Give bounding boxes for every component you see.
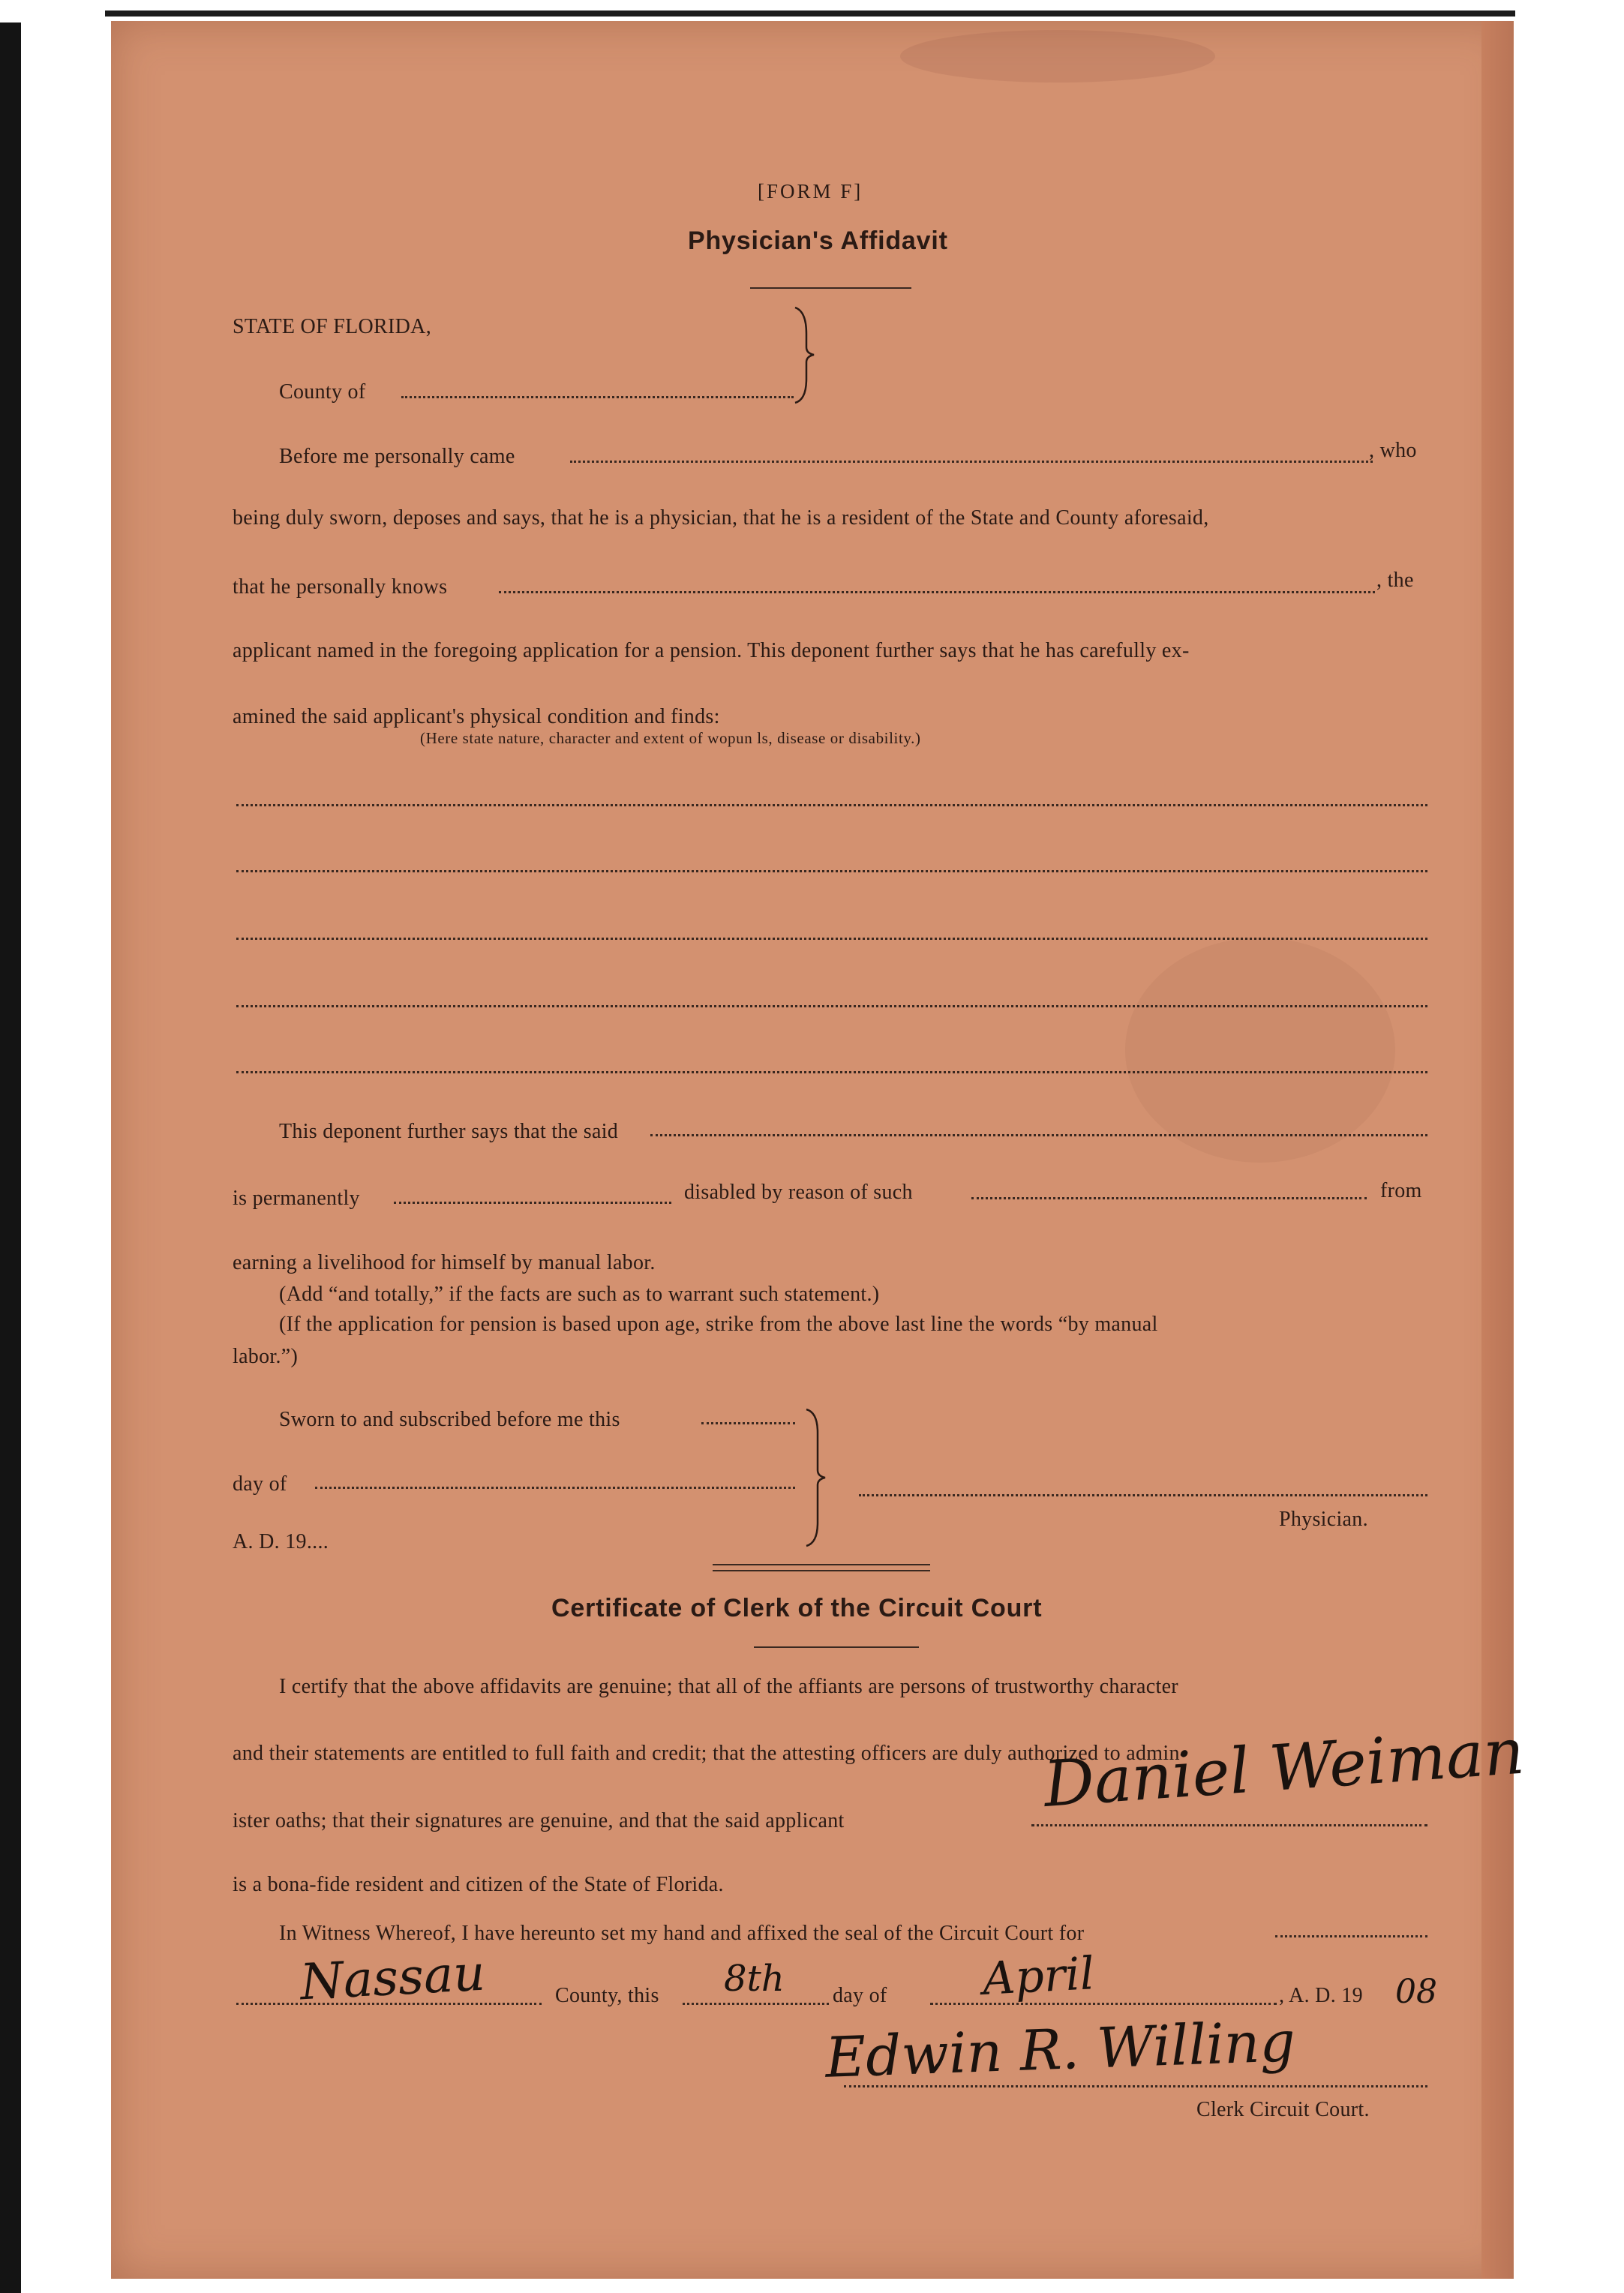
section-double-rule-bottom: [713, 1570, 930, 1571]
findings-line-3: [236, 938, 1427, 940]
scan-top-line: [105, 11, 1515, 17]
jurat-brace: [803, 1406, 833, 1549]
jurat-day-of-label: day of: [233, 1472, 287, 1496]
certificate-line-1: I certify that the above affidavits are genuine; that all of the affiants are persons of trustworthy character: [279, 1675, 1178, 1698]
sworn-to-label: Sworn to and subscribed before me this: [279, 1408, 620, 1431]
physician-label: Physician.: [1279, 1508, 1368, 1531]
form-title: Physician's Affidavit: [688, 227, 948, 255]
permanently-blank: [394, 1202, 671, 1204]
sworn-day-blank: [701, 1422, 795, 1424]
examined-line: amined the said applicant's physical condition and finds:: [233, 705, 720, 728]
earning-line: earning a livelihood for himself by manual labor.: [233, 1251, 656, 1274]
certificate-title-rule: [754, 1646, 919, 1648]
the-label: , the: [1376, 569, 1414, 592]
witness-ad-label: , A. D. 19: [1279, 1984, 1363, 2007]
further-says-blank: [650, 1134, 1427, 1136]
county-label: County of: [279, 380, 366, 404]
applicant-name-handwritten: Daniel Weiman: [1041, 1714, 1527, 1821]
disabled-by-label: disabled by reason of such: [684, 1181, 913, 1204]
findings-line-4: [236, 1005, 1427, 1007]
physician-signature-line: [859, 1494, 1427, 1496]
instruction-add-totally: (Add “and totally,” if the facts are such as to warrant such statement.): [279, 1283, 880, 1306]
county-this-label: County, this: [555, 1984, 659, 2007]
witness-county-handwritten: Nassau: [299, 1943, 487, 2012]
instruction-age: (If the application for pension is based upon age, strike from the above last line the words “by manual: [279, 1313, 1158, 1336]
who-label: , who: [1369, 439, 1417, 462]
title-rule: [750, 287, 911, 289]
findings-line-1: [236, 804, 1427, 806]
personal-name-blank: [570, 461, 1373, 463]
county-blank: [401, 396, 794, 398]
sworn-line: being duly sworn, deposes and says, that he is a physician, that he is a resident of the State and County aforesaid,: [233, 506, 1209, 530]
knows-label: that he personally knows: [233, 575, 448, 599]
findings-line-5: [236, 1071, 1427, 1073]
certificate-line-3: ister oaths; that their signatures are genuine, and that the said applicant: [233, 1809, 845, 1832]
state-label: STATE OF FLORIDA,: [233, 315, 431, 338]
certificate-line-2: and their statements are entitled to full faith and credit; that the attesting officers are duly authorized to admin-: [233, 1742, 1187, 1765]
jurat-ad-label: A. D. 19....: [233, 1530, 329, 1553]
paper-stain: [900, 30, 1215, 83]
disabled-blank: [971, 1197, 1367, 1199]
jurat-month-blank: [315, 1487, 795, 1489]
witness-day-blank: [683, 2003, 829, 2005]
applicant-name-blank: [1031, 1824, 1427, 1826]
findings-line-2: [236, 870, 1427, 872]
witness-year-handwritten: 08: [1395, 1973, 1437, 2011]
witness-month-blank: [930, 2003, 1277, 2005]
certificate-line-4: is a bona-fide resident and citizen of the State of Florida.: [233, 1873, 724, 1896]
form-number: [FORM F]: [758, 180, 863, 203]
further-says-label: This deponent further says that the said: [279, 1120, 619, 1143]
section-double-rule-top: [713, 1564, 930, 1565]
clerk-signature-handwritten: Edwin R. Willing: [824, 2009, 1297, 2090]
instruction-nature: (Here state nature, character and extent of wopun ls, disease or disability.): [420, 729, 921, 747]
before-me-label: Before me personally came: [279, 445, 515, 468]
court-county-blank: [1275, 1935, 1427, 1937]
clerk-label: Clerk Circuit Court.: [1196, 2098, 1370, 2121]
knows-blank: [499, 591, 1375, 593]
from-label: from: [1380, 1179, 1422, 1202]
paper-right-edge: [1481, 21, 1513, 2279]
applicant-line: applicant named in the foregoing application for a pension. This deponent further says that he has carefully ex-: [233, 639, 1190, 662]
instruction-labor: labor.”): [233, 1345, 299, 1368]
scan-border-left: [0, 0, 21, 2293]
certificate-title: Certificate of Clerk of the Circuit Court: [551, 1594, 1043, 1622]
witness-day-of-label: day of: [833, 1984, 887, 2007]
paper-stain: [1125, 938, 1395, 1163]
venue-brace: [791, 304, 821, 405]
witness-month-handwritten: April: [981, 1947, 1096, 2006]
witness-day-handwritten: 8th: [724, 1958, 785, 2000]
certificate-line-5: In Witness Whereof, I have hereunto set my hand and affixed the seal of the Circuit Court for: [279, 1922, 1085, 1945]
permanently-label: is permanently: [233, 1187, 360, 1210]
